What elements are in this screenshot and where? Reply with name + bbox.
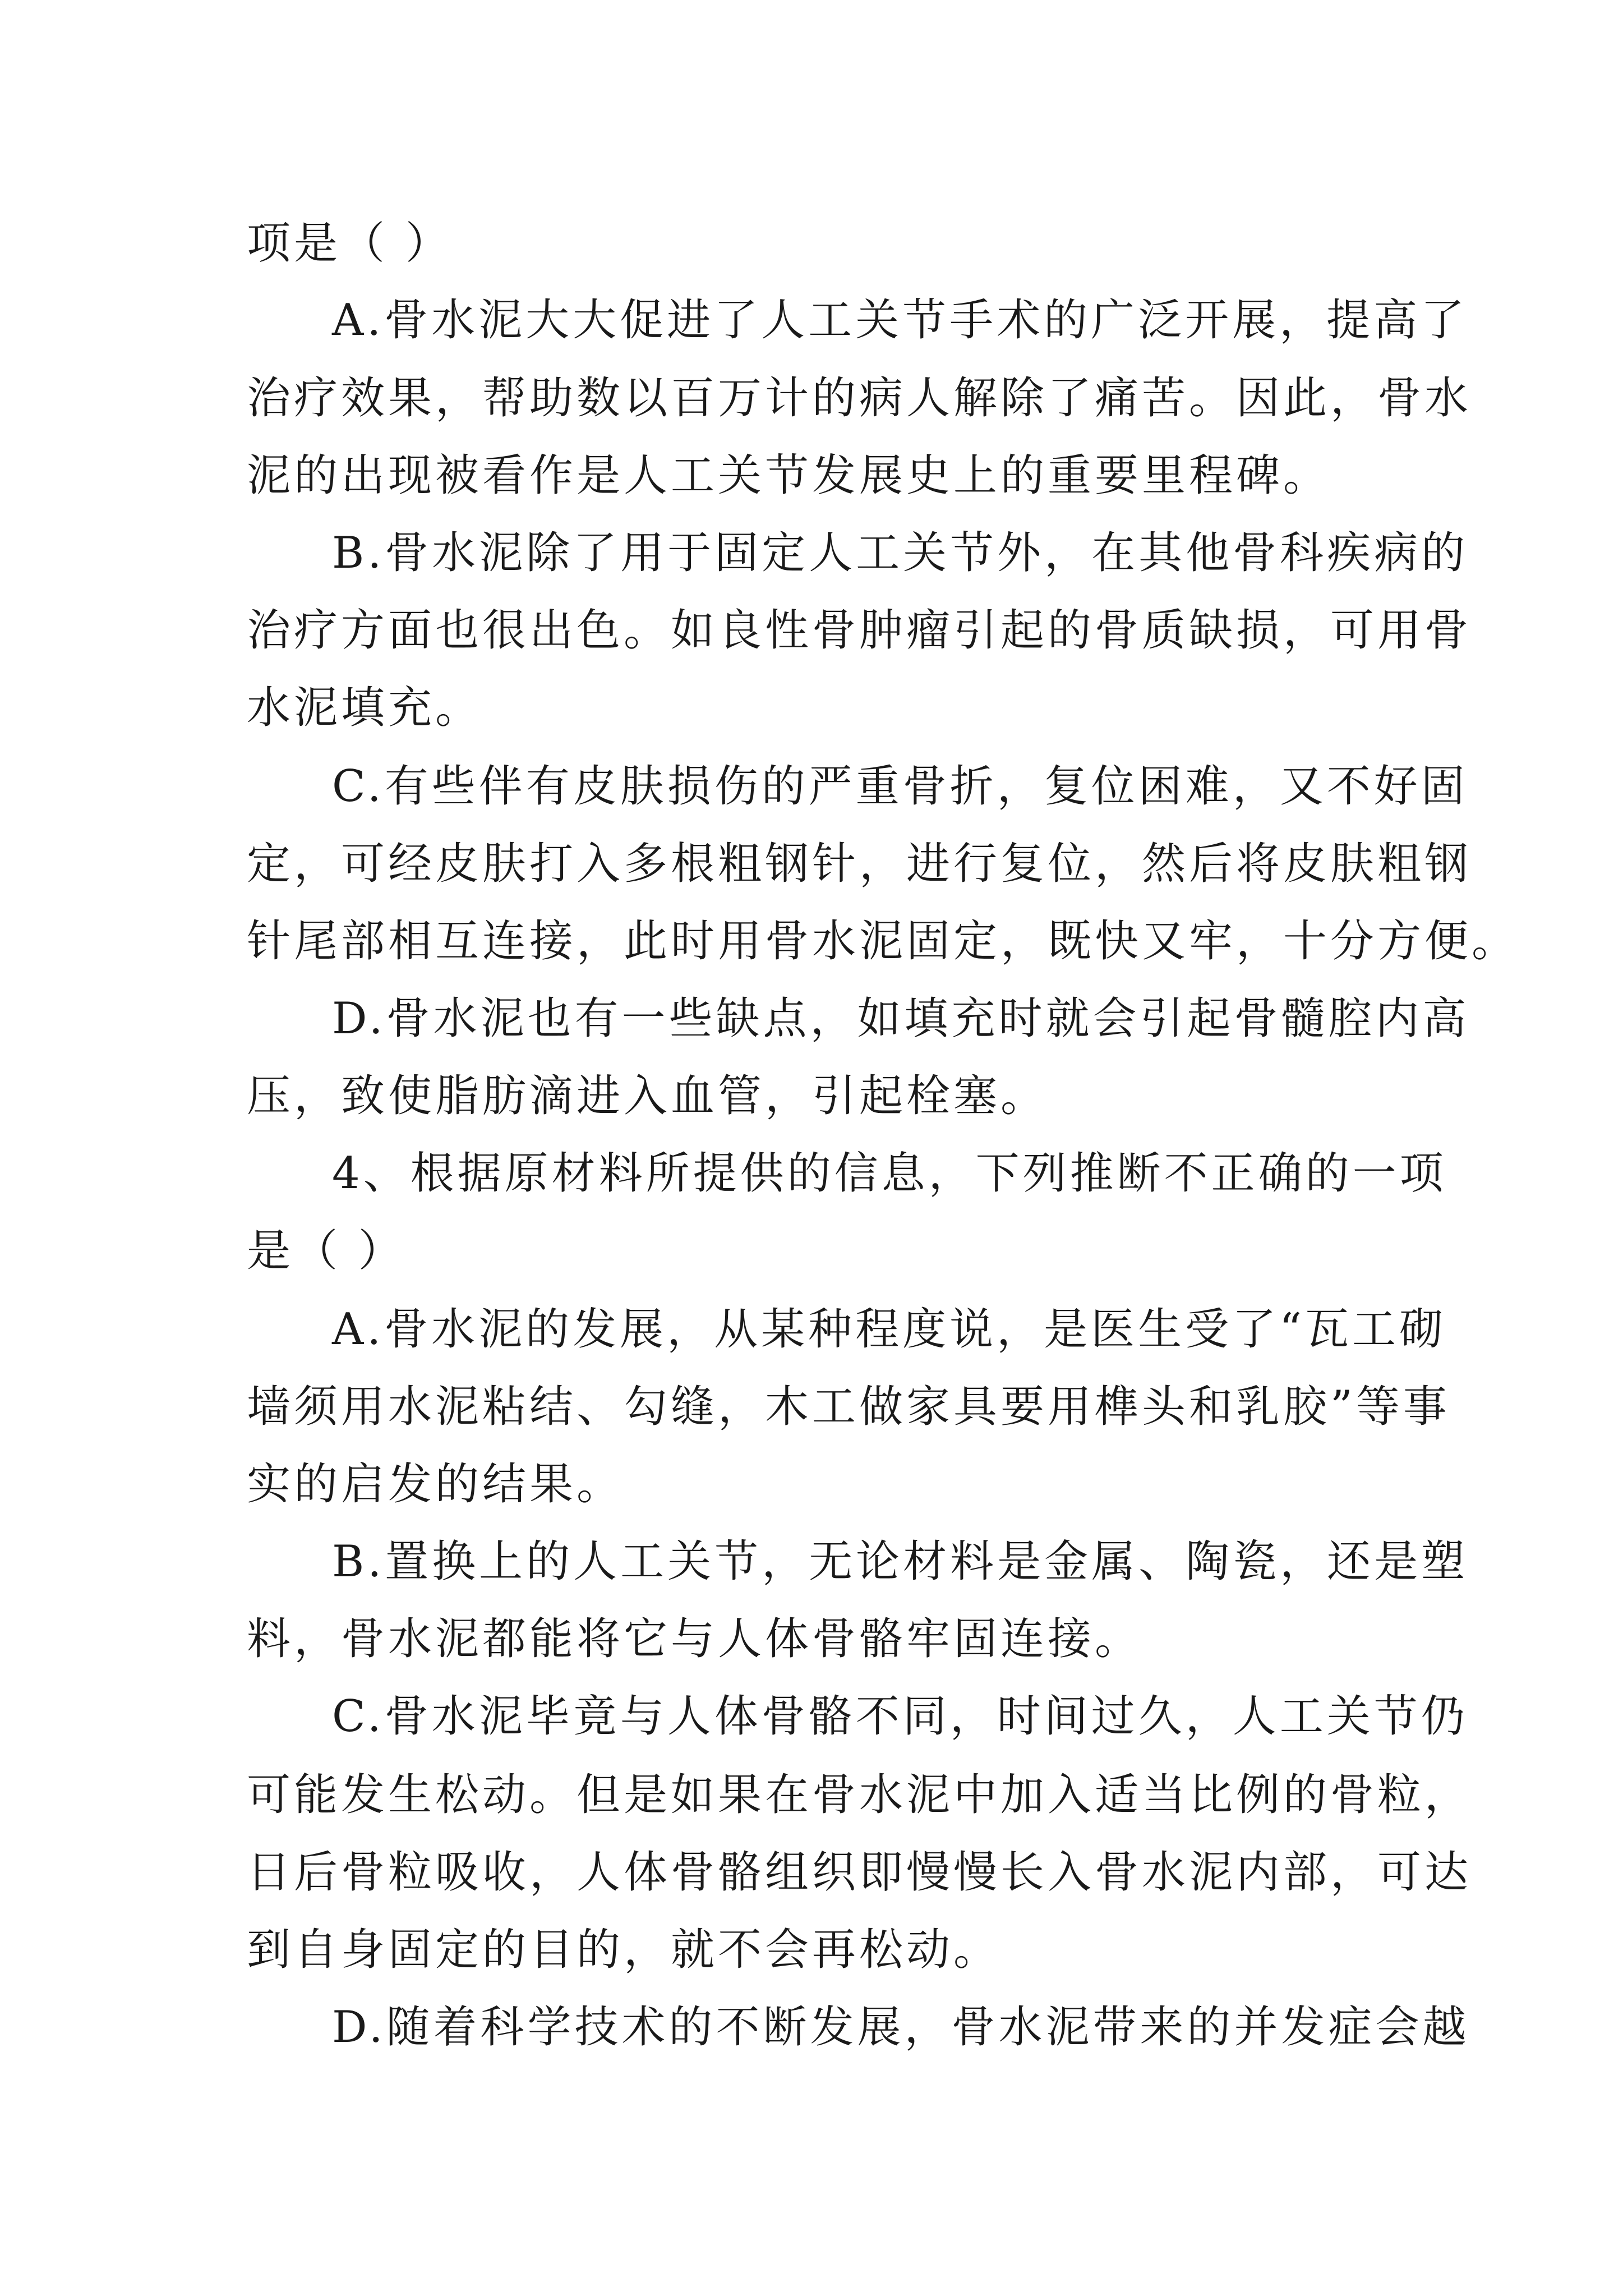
text-line: 治疗方面也很出色。如良性骨肿瘤引起的骨质缺损，可用骨 bbox=[247, 605, 1472, 656]
text-line: 料，骨水泥都能将它与人体骨骼牢固连接。 bbox=[247, 1614, 1142, 1664]
text-line: 项是（ ） bbox=[247, 218, 453, 269]
text-line: 定，可经皮肤打入多根粗钢针，进行复位，然后将皮肤粗钢 bbox=[247, 839, 1472, 889]
text-line: B.置换上的人工关节，无论材料是金属、陶瓷，还是塑 bbox=[332, 1536, 1469, 1587]
text-line: A.骨水泥大大促进了人工关节手术的广泛开展，提高了 bbox=[332, 295, 1468, 346]
text-line: 到自身固定的目的，就不会再松动。 bbox=[247, 1925, 1001, 1975]
text-line: 实的启发的结果。 bbox=[247, 1459, 624, 1510]
text-line: 针尾部相互连接，此时用骨水泥固定，既快又牢，十分方便。 bbox=[247, 916, 1519, 967]
text-line: D.随着科学技术的不断发展，骨水泥带来的并发症会越 bbox=[332, 2002, 1470, 2053]
text-line: 是（ ） bbox=[247, 1226, 405, 1276]
text-line: 可能发生松动。但是如果在骨水泥中加入适当比例的骨粒， bbox=[247, 1770, 1472, 1820]
text-line: 治疗效果，帮助数以百万计的病人解除了痛苦。因此，骨水 bbox=[247, 373, 1472, 424]
text-line: B.骨水泥除了用于固定人工关节外，在其他骨科疾病的 bbox=[332, 528, 1469, 578]
text-line: 泥的出现被看作是人工关节发展史上的重要里程碑。 bbox=[247, 450, 1331, 501]
text-line: A.骨水泥的发展，从某种程度说，是医生受了“瓦工砌 bbox=[332, 1304, 1447, 1355]
text-line: 4、根据原材料所提供的信息，下列推断不正确的一项 bbox=[332, 1148, 1447, 1199]
text-line: C.有些伴有皮肤损伤的严重骨折，复位困难，又不好固 bbox=[332, 761, 1468, 812]
text-line: 墙须用水泥粘结、勾缝，木工做家具要用榫头和乳胶”等事 bbox=[247, 1382, 1450, 1432]
text-line: C.骨水泥毕竟与人体骨骼不同，时间过久，人工关节仍 bbox=[332, 1691, 1468, 1742]
text-line: 日后骨粒吸收，人体骨骼组织即慢慢长入骨水泥内部，可达 bbox=[247, 1847, 1472, 1898]
text-line: D.骨水泥也有一些缺点，如填充时就会引起骨髓腔内高 bbox=[332, 993, 1470, 1044]
text-line: 水泥填充。 bbox=[247, 683, 483, 733]
text-line: 压，致使脂肪滴进入血管，引起栓塞。 bbox=[247, 1071, 1048, 1121]
